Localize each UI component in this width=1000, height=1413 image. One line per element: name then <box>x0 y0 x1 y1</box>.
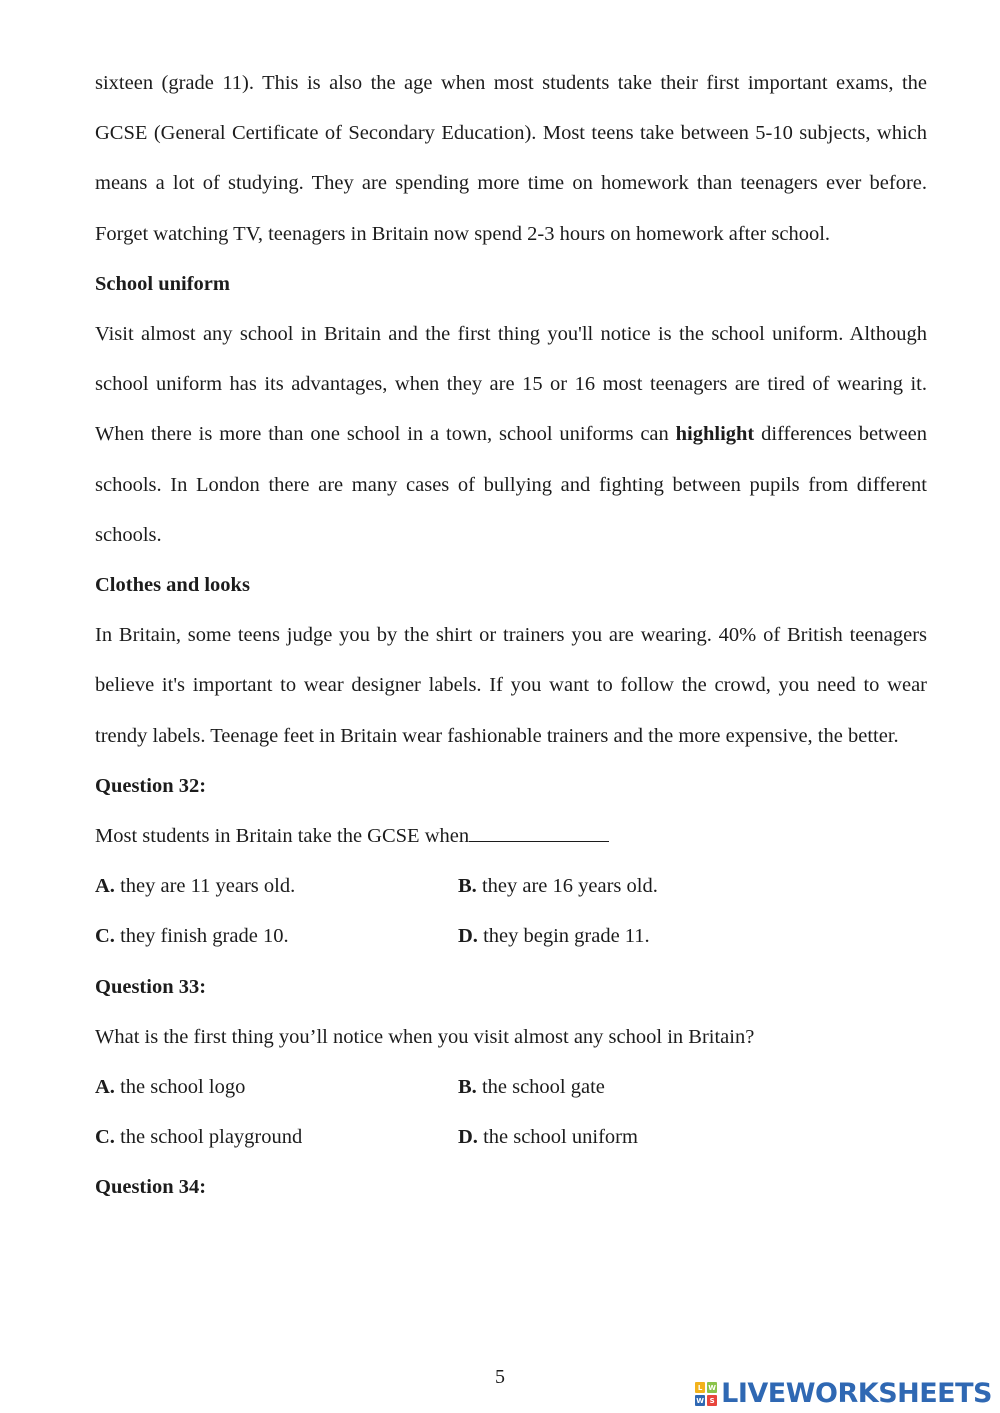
intro-paragraph: sixteen (grade 11). This is also the age when most students take their first important exams, the GCSE (General Certificate of Secondary Education). Most teens take between 5-10 subjects, which means a lot of studying. They are spending more time on homework than teenagers ever before. Forget watching TV, teenagers in Britain now spend 2-3 hours on homework after school. <box>95 72 927 245</box>
option-text: they finish grade 10. <box>114 925 289 948</box>
question-33-option-b[interactable] <box>458 1062 927 1112</box>
uniform-text-part2: differences between schools. In London there are many cases of bullying and fighting between pupils from different schools. <box>95 423 927 546</box>
question-32-option-a[interactable] <box>95 861 458 911</box>
highlight-word: highlight <box>675 423 755 446</box>
clothes-looks-paragraph: In Britain, some teens judge you by the shirt or trainers you are wearing. 40% of British teenagers believe it's important to wear designer labels. If you want to follow the crowd, you need to wear trendy labels. Teenage feet in Britain wear fashionable trainers and the more expensive, the better. <box>95 624 927 747</box>
uniform-text-part1: Visit almost any school in Britain and the first thing you'll notice is the school uniform. Although school uniform has its advantages, when they are 15 or 16 most teenagers are tired of wearing it. When there is more than one school in a town, school uniforms can <box>95 323 927 446</box>
option-letter: C. <box>95 1126 115 1149</box>
liveworksheets-logo[interactable] <box>695 1379 992 1409</box>
question-32-option-b[interactable] <box>458 861 927 911</box>
question-32-stem-text: Most students in Britain take the GCSE when <box>95 825 470 848</box>
option-letter: A. <box>95 875 115 898</box>
option-letter: B. <box>458 1076 477 1099</box>
option-text: they are 11 years old. <box>114 875 296 898</box>
school-uniform-paragraph <box>95 309 927 560</box>
worksheet-page <box>95 58 927 1213</box>
logo-tile: L <box>695 1382 705 1393</box>
option-text: the school gate <box>476 1076 605 1099</box>
liveworksheets-logo-icon <box>695 1382 717 1406</box>
question-32-options <box>95 861 927 961</box>
option-text: the school playground <box>114 1126 303 1149</box>
answer-blank[interactable] <box>469 823 609 842</box>
question-33-stem: What is the first thing you’ll notice when you visit almost any school in Britain? <box>95 1025 755 1048</box>
question-33-label: Question 33: <box>95 975 207 998</box>
question-32-option-d[interactable] <box>458 911 927 961</box>
option-text: the school uniform <box>477 1126 638 1149</box>
option-letter: D. <box>458 925 478 948</box>
page-number: 5 <box>495 1366 505 1388</box>
option-letter: D. <box>458 1126 478 1149</box>
question-32-option-c[interactable] <box>95 911 458 961</box>
question-33-option-c[interactable] <box>95 1112 458 1162</box>
logo-tile: W <box>708 1383 717 1392</box>
clothes-looks-heading: Clothes and looks <box>95 574 250 597</box>
school-uniform-heading: School uniform <box>95 272 230 295</box>
option-text: they begin grade 11. <box>477 925 650 948</box>
option-letter: B. <box>458 875 477 898</box>
logo-tile: W <box>696 1396 705 1405</box>
question-33-option-a[interactable] <box>95 1062 458 1112</box>
option-letter: C. <box>95 925 115 948</box>
option-text: the school logo <box>114 1076 246 1099</box>
liveworksheets-wordmark: LIVEWORKSHEETS <box>721 1378 992 1409</box>
option-text: they are 16 years old. <box>476 875 658 898</box>
option-letter: A. <box>95 1076 115 1099</box>
question-33-options <box>95 1062 927 1162</box>
logo-tile: S <box>707 1395 717 1406</box>
question-34-label: Question 34: <box>95 1176 207 1199</box>
question-32-label: Question 32: <box>95 774 207 797</box>
question-33-option-d[interactable] <box>458 1112 927 1162</box>
question-32-stem <box>95 811 927 861</box>
